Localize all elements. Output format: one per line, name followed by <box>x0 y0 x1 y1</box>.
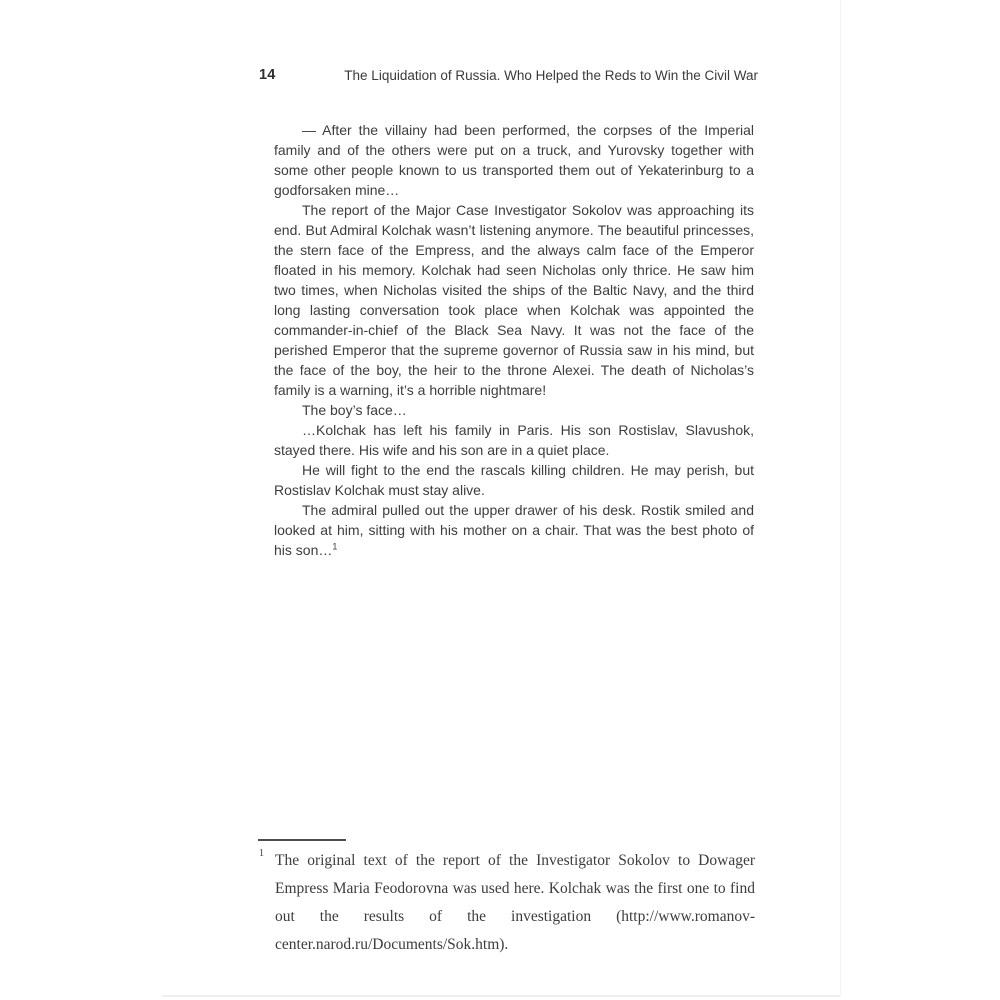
running-title: The Liquidation of Russia. Who Helped the Reds to Win the Civil War <box>344 68 758 83</box>
paragraph-4: …Kolchak has left his family in Paris. His son Rostislav, Slavushok, stayed there. His wife and his son are in a quiet place. <box>274 422 754 458</box>
paragraph-2: The report of the Major Case Investigator Sokolov was approaching its end. But Admiral Kolchak wasn’t listening anymore. The beautiful princesses, the stern face of the Empress, and the always calm face of the Emperor floated in his memory. Kolchak had seen Nicholas only thrice. He saw him two times, when Nicholas visited the ships of the Baltic Navy, and the third long lasting conversation took place when Kolchak was appointed the commander-in-chief of the Black Sea Navy. It was not the face of the perished Emperor that the supreme governor of Russia saw in his mind, but the face of the boy, the heir to the throne Alexei. The death of Nicholas’s family is a warning, it’s a horrible nightmare! <box>274 202 754 398</box>
page-number: 14 <box>259 67 276 83</box>
footnote-text: The original text of the report of the Investigator Sokolov to Dowager Empress Maria Feodorovna was used here. Kolchak was the first one to find out the results of the investigation (http://www.romanov-center.narod.ru/Documents/Sok.htm). <box>275 852 755 953</box>
footnote-reference-mark: 1 <box>332 541 338 552</box>
paragraph-1: — After the villainy had been performed, the corpses of the Imperial family and of the others were put on a truck, and Yurovsky together with some other people known to us transported them out of Yekaterinburg to a godforsaken mine… <box>274 122 754 198</box>
page-right-edge-shadow <box>840 0 841 996</box>
paragraph-5: He will fight to the end the rascals killing children. He may perish, but Rostislav Kolchak must stay alive. <box>274 462 754 498</box>
footnote <box>258 847 755 959</box>
page-bottom-edge-shadow <box>162 995 840 997</box>
body-text-block <box>274 120 754 560</box>
paragraph-6-text: The admiral pulled out the upper drawer of his desk. Rostik smiled and looked at him, sitting with his mother on a chair. That was the best photo of his son… <box>274 502 754 558</box>
footnote-separator-rule <box>258 839 346 841</box>
paragraph-3: The boy’s face… <box>302 402 407 418</box>
paragraph-6 <box>274 500 754 560</box>
footnote-marker: 1 <box>259 848 264 859</box>
